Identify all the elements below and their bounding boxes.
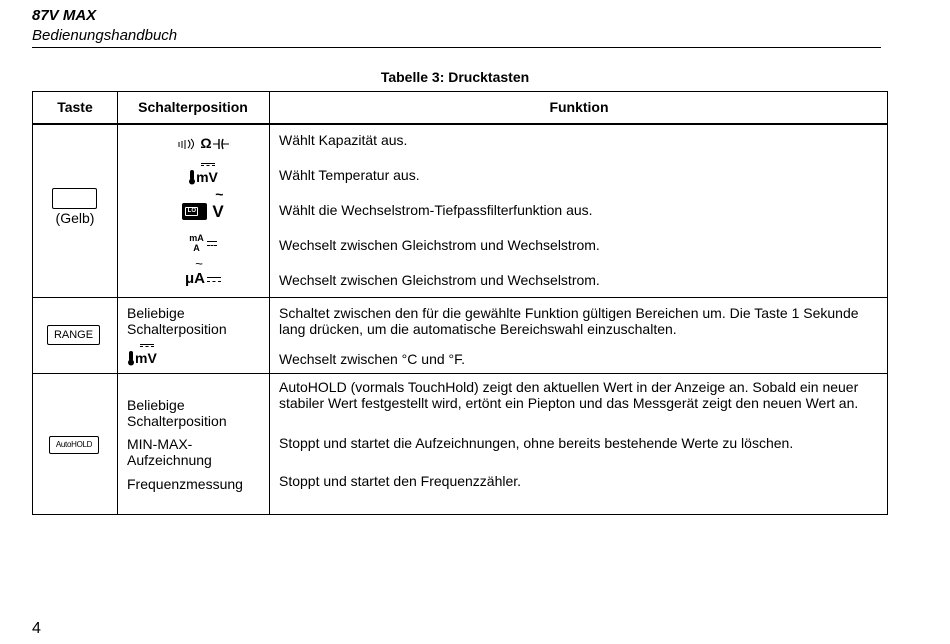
column-divider bbox=[117, 92, 118, 514]
thermometer-icon bbox=[127, 350, 135, 366]
dc-symbol-icon bbox=[207, 241, 217, 246]
function-text: Stoppt und startet die Aufzeichnungen, ohne bereits bestehende Werte zu löschen. bbox=[279, 435, 794, 451]
position-text: Beliebige Schalterposition bbox=[127, 397, 227, 429]
function-text: Wechselt zwischen °C und °F. bbox=[279, 351, 466, 367]
position-text: Beliebige Schalterposition bbox=[127, 305, 227, 337]
yellow-key-button-icon bbox=[52, 188, 97, 209]
tilde-icon: ~ bbox=[215, 185, 224, 202]
table-caption: Tabelle 3: Drucktasten bbox=[380, 69, 530, 85]
column-header-taste: Taste bbox=[57, 99, 93, 115]
lo-filter-badge-icon: LO bbox=[182, 203, 207, 220]
ma-label: mA bbox=[189, 233, 204, 243]
thermometer-mv-symbol-icon bbox=[127, 165, 279, 187]
ua-symbol-icon bbox=[127, 256, 279, 290]
tilde-icon: ~ bbox=[195, 256, 203, 272]
mv-label: mV bbox=[135, 350, 157, 367]
lo-filter-v-symbol-icon bbox=[127, 185, 279, 224]
function-text: Stoppt und startet den Frequenzzähler. bbox=[279, 473, 522, 489]
yellow-key-caption: (Gelb) bbox=[55, 210, 95, 226]
function-text: Wählt Temperatur aus. bbox=[279, 167, 420, 183]
ohm-capacitance-symbol-icon bbox=[127, 134, 279, 152]
function-text: AutoHOLD (vormals TouchHold) zeigt den aktuellen Wert in der Anzeige an. Sobald ein neuer stabiler Wert festgestellt wird, ertönt ein Piepton und das Messgerät zeigt den neuen Wert an. bbox=[279, 379, 859, 411]
v-label: V bbox=[212, 201, 224, 221]
page-number: 4 bbox=[32, 620, 41, 637]
function-text: Wechselt zwischen Gleichstrom und Wechselstrom. bbox=[279, 272, 600, 288]
function-text: Schaltet zwischen den für die gewählte Funktion gültigen Bereichen um. Die Taste 1 Sekunde lang drücken, um die automatische Bereichswahl einzuschalten. bbox=[279, 305, 859, 337]
dc-symbol-icon bbox=[207, 277, 221, 282]
continuity-icon bbox=[176, 137, 200, 151]
range-key-button-icon: RANGE bbox=[47, 325, 100, 345]
position-text: Frequenzmessung bbox=[127, 476, 243, 492]
ohm-symbol: Ω bbox=[200, 135, 212, 151]
ua-label: μA bbox=[184, 270, 205, 288]
page-header-title: 87V MAX bbox=[32, 7, 97, 24]
header-rule bbox=[32, 47, 881, 48]
function-text: Wechselt zwischen Gleichstrom und Wechselstrom. bbox=[279, 237, 600, 253]
a-label: A bbox=[193, 243, 200, 253]
header-divider bbox=[33, 123, 887, 125]
group-divider bbox=[33, 297, 887, 298]
thermometer-mv-symbol-icon bbox=[127, 346, 157, 368]
column-header-funktion: Funktion bbox=[549, 99, 609, 115]
group-divider bbox=[33, 373, 887, 374]
ma-a-symbol-icon bbox=[127, 233, 279, 257]
function-text: Wählt die Wechselstrom-Tiefpassfilterfunktion aus. bbox=[279, 202, 593, 218]
column-divider bbox=[269, 92, 270, 514]
function-text: Wählt Kapazität aus. bbox=[279, 132, 408, 148]
mv-label: mV bbox=[196, 169, 218, 186]
page-header-subtitle: Bedienungshandbuch bbox=[32, 27, 178, 44]
thermometer-icon bbox=[188, 169, 196, 185]
position-text: MIN-MAX-Aufzeichnung bbox=[127, 436, 212, 468]
capacitor-icon bbox=[212, 137, 230, 151]
autohold-key-button-icon: AutoHOLD bbox=[49, 436, 99, 454]
column-header-schalterposition: Schalterposition bbox=[138, 99, 248, 115]
pushbutton-table bbox=[32, 91, 888, 515]
